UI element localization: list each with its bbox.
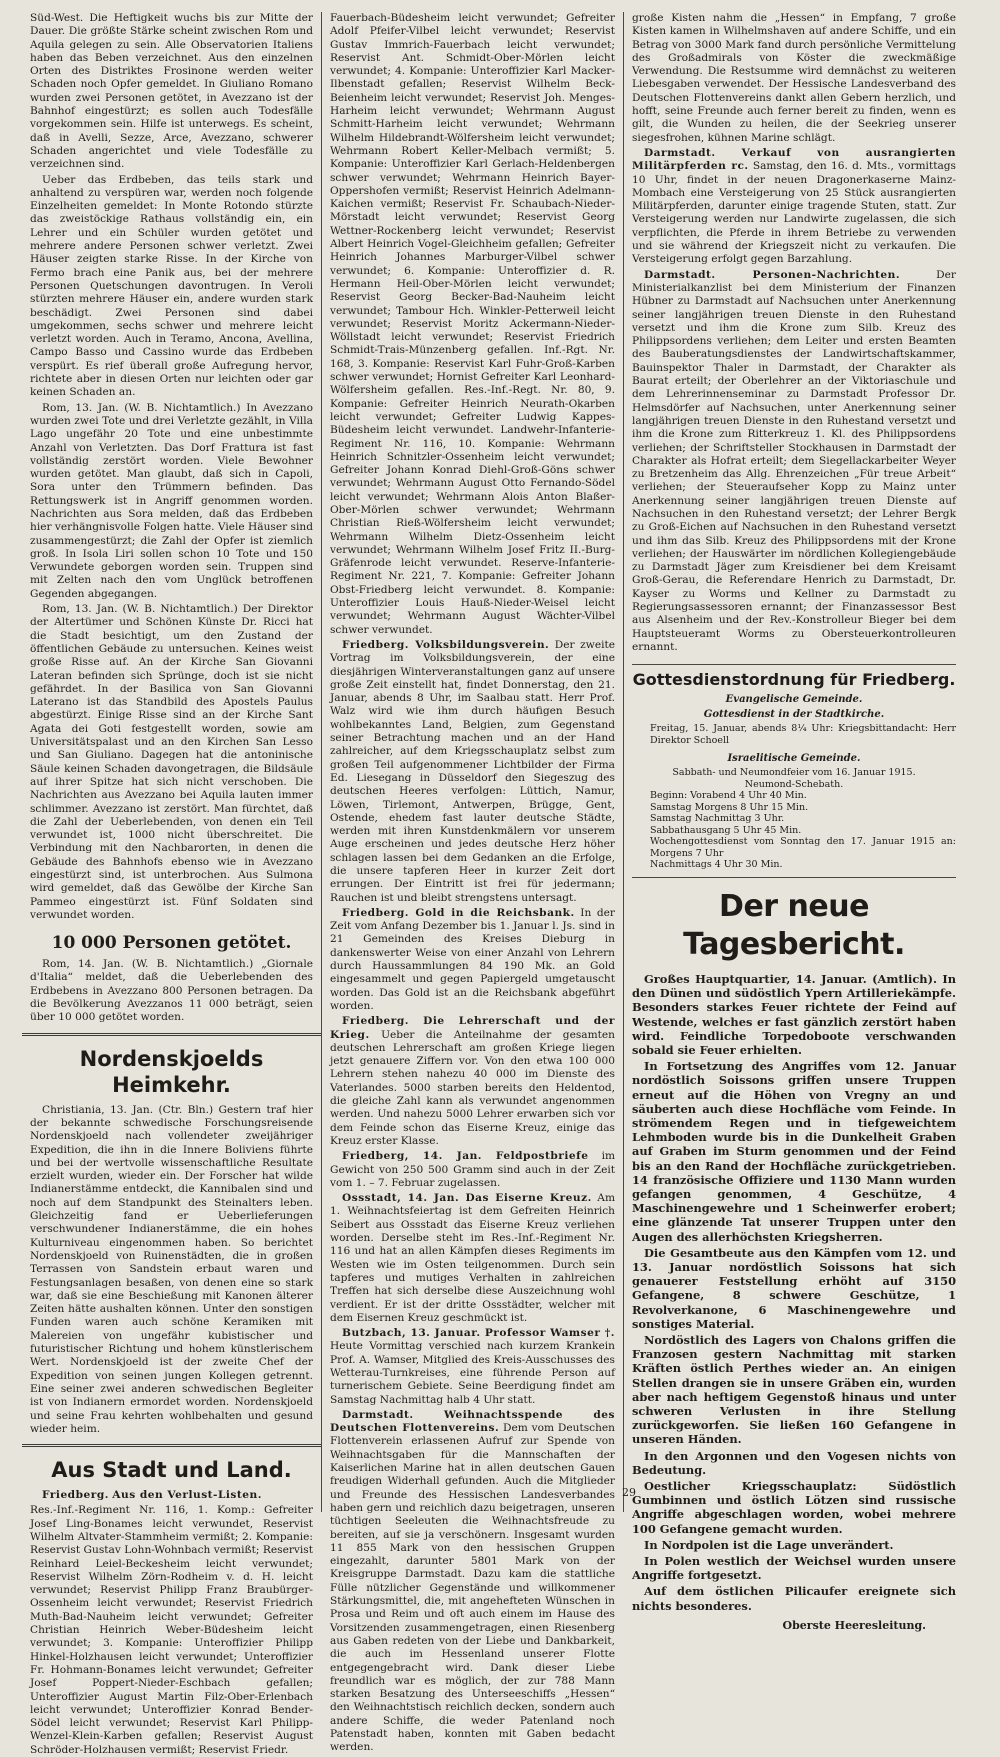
flottenverein-article: Dem vom Deutschen Flottenverein erlassenen Aufruf zur Spende von Weihnachtsgaben für die Mannschaften der Kaiserlichen Marine hat in allen deutschen Gauen freudigen Widerhall gefunden. Auch die Mitglieder und Freunde des Hessischen Landesverbandes haben gern und reichlich dazu beigetragen, unseren tüchtigen Seeleuten die Weihnachtsfreude zu bereiten, auf sie ja verschönern. Insgesamt wurden 11 855 Mark von den hessischen Gruppen eingezahlt, darunter 5801 Mark von der Kreisgruppe Darmstadt. Dazu kam die stattliche Fülle nützlicher Gegenstände und willkommener Stärkungsmittel, die, mit angehefteten Wünschen in Prosa und Reim und oft auch einem im Hause des Vorsitzenden zusammengetragen, einen Riesenberg aus Gaben redeten von der Liebe und Dankbarkeit, die auch im Hessenland unserer Flotte entgegengebracht wird. Dank dieser Liebe freundlich war es möglich, der zur 788 Mann starken Besatzung des Unterseeschiffs „Hessen“ den Weihnachtstisch reichlich decken, sondern auch andere Schiffe, die weder Patenland noch Patenstadt haben, konnten mit Gaben bedacht werden. [330, 1422, 615, 1754]
militaerpferde-article: Samstag, den 16. d. Mts., vormittags 10 Uhr, findet in der neuen Dragonerkaserne Mainz-Mombach eine Versteigerung von 25 Stück ausrangierten Militärpferden, darunter einige tragende Stuten, statt. Zur Versteigerung werden nur Landwirte zugelassen, die sich verpflichten, die Pferde in ihrem Betriebe zu verwenden und sie während der Kriegszeit nicht zu verkaufen. Die Versteigerung erfolgt gegen Barzahlung. [632, 160, 956, 266]
dateline-gold-reichsbank: Friedberg. Gold in die Reichsbank. [342, 906, 575, 919]
report-paragraph-6: Oestlicher Kriegsschauplatz: Südöstlich Gumbinnen und östlich Lötzen sind russische Angriffe abgeschlagen worden, wobei mehrere 100 Gefangene gemacht wurden. [632, 1479, 956, 1536]
casualty-list-part2: Fauerbach-Büdesheim leicht verwundet; Gefreiter Adolf Pfeifer-Vilbel leicht verwundet; Reservist Gustav Immrich-Fauerbach leicht verwundet; Reservist Ant. Schmidt-Ober-Mörlen leicht verwundet; 4. Kompanie: Unteroffizier Karl Macker-Ilbenstadt gefallen; Reservist Wilhelm Beck-Beienheim leicht verwundet; Reservist Joh. Menges-Harheim leicht verwundet; Wehrmann August Schmitt-Harheim leicht verwundet; Wehrmann Wilhelm Hildebrandt-Wölfersheim leicht verwundet; Wehrmann Robert Keller-Melbach vermißt; 5. Kompanie: Unteroffizier Karl Gerlach-Heldenbergen schwer verwundet; Wehrmann Heinrich Bayer-Oppershofen vermißt; Reservist Heinrich Adelmann-Kaichen vermißt; Reservist Fr. Schaubach-Nieder-Mörstadt leicht verwundet; Reservist Georg Wettner-Rockenberg leicht verwundet; Reservist Albert Heinrich Vogel-Gleichheim gefallen; Gefreiter Heinrich Johannes Marburger-Vilbel schwer verwundet; 6. Kompanie: Unteroffizier d. R. Hermann Heil-Ober-Mörlen leicht verwundet; Reservist Georg Becker-Bad-Nauheim leicht verwundet; Tambour Hch. Winkler-Petterweil leicht verwundet; Reservist Moritz Ackermann-Nieder-Wöllstadt leicht verwundet; Reservist Friedrich Schmidt-Trais-Münzenberg gefallen. Inf.-Rgt. Nr. 168, 3. Kompanie: Reservist Karl Fuhr-Groß-Karben schwer verwundet; Hornist Gefreiter Karl Leonhard-Wölfersheim gefallen. Res.-Inf.-Regt. Nr. 80, 9. Kompanie: Gefreiter Heinrich Neurath-Okarben leicht verwundet; Gefreiter Ludwig Kappes-Büdesheim leicht verwundet. Landwehr-Infanterie-Regiment Nr. 116, 10. Kompanie: Wehrmann Heinrich Schnitzler-Ossenheim leicht verwundet; Gefreiter Johann Konrad Diehl-Groß-Göns schwer verwundet; Wehrmann August Otto Fernando-Södel leicht verwundet; Wehrmann Alois Anton Blaßer-Ober-Mörlen schwer verwundet; Wehrmann Christian Rieß-Wölfersheim leicht verwundet; Wehrmann Wilhelm Dietz-Ossenheim leicht verwundet; Wehrmann Wilhelm Josef Fritz II.-Burg-Gräfenrode leicht verwundet. Reserve-Infanterie-Regiment Nr. 221, 7. Kompanie: Gefreiter Johann Obst-Friedberg leicht verwundet. 8. Kompanie: Unteroffizier Louis Hauß-Nieder-Weisel leicht verwundet; Wehrmann August Wächter-Vilbel schwer verwundet. [330, 12, 615, 636]
dateline-lehrerschaft: Friedberg. Die Lehrerschaft und der Krieg. [330, 1015, 615, 1041]
neumond-title: Neumond-Schebath. [744, 778, 844, 790]
daily-report-section [632, 888, 956, 1632]
rome-report-2: Rom, 13. Jan. (W. B. Nichtamtlich.) Der Direktor der Altertümer und Schönen Künste Dr. Ricci hat die Stadt besichtigt, um den Zustand der öffentlichen Gebäude zu untersuchen. Keines weist große Risse auf. An der Kirche San Giovanni Lateran befinden sich Sprünge, doch ist sie nicht gefährdet. In der Basilica von San Giovanni Laterano ist das Standbild des Apostels Paulus abgestürzt. Einige Risse sind an der Kirche Sant Agata dei Goti festgestellt worden, sowie am Universitätspalast und an den Kirchen San Lesso und San Giuliano. Dagegen hat die antoninische Säule keinen Schaden davongetragen, die Bildsäule auf ihrer Spitze hat sich nicht verschoben. Die Nachrichten aus Avezzano bei Aquila lauten immer schlimmer. Avezzano ist zerstört. Man fürchtet, daß die Zahl der Ueberlebenden, von denen ein Teil verwundet ist, 1000 nicht überschreitet. Die Verbindung mit den Nachbarorten, in denen die Gebäude des Bahnhofs ebenso wie in Avezzano eingestürzt sind, ist unterbrochen. Aus Sulmona wird gemeldet, daß das Gewölbe der Kirche San Pammeo eingestürzt ist. Fünf Soldaten sind verwundet worden. [30, 603, 313, 921]
headline-10000-dead: 10 000 Personen getötet. [51, 933, 292, 954]
casualty-list-part1: Res.-Inf.-Regiment Nr. 116, 1. Komp.: Gefreiter Josef Ling-Bonames leicht verwundet, Reservist Wilhelm Altvater-Stammheim vermißt; 2. Kompanie: Reservist Gustav Lohn-Wohnbach vermißt; Reservist Reinhard Leiel-Beckesheim leicht verwundet; Reservist Wilhelm Zörn-Rodheim v. d. H. leicht verwundet; Reservist Philipp Franz Braubürger-Ossenheim leicht verwundet; Reservist Friedrich Muth-Bad-Nauheim leicht verwundet; Gefreiter Christian Heinrich Weber-Büdesheim leicht verwundet; 3. Kompanie: Unteroffizier Philipp Hinkel-Holzhausen leicht verwundet; Unteroffizier Fr. Hohmann-Bonames leicht verwundet; Gefreiter Josef Poppert-Nieder-Eschbach gefallen; Unteroffizier August Martin Filz-Ober-Erlenbach leicht verwundet; Unteroffizier Konrad Bender-Södel leicht verwundet; Reservist Karl Philipp-Wenzel-Klein-Karben gefallen; Reservist August Schröder-Holzhausen vermißt; Reservist Friedr. [30, 1504, 313, 1756]
dateline-friedberg: Friedberg. [42, 1489, 109, 1502]
report-paragraph-4: Nordöstlich des Lagers von Chalons griffen die Franzosen gestern Nachmittag mit starken Kräften östlich Perthes wieder an. An einigen Stellen drangen sie in unsere Gräben ein, wurden aber nach heftigem Gegenstoß hinaus und unter schweren Verlusten in ihre Stellung zurückgeworfen. Sie ließen 160 Gefangene in unseren Händen. [632, 1333, 956, 1447]
dateline-feldpostbriefe: Friedberg, 14. Jan. Feldpostbriefe [342, 1150, 589, 1163]
evangelical-community: Evangelische Gemeinde. [725, 693, 863, 705]
gold-reichsbank-article: In der Zeit vom Anfang Dezember bis 1. Januar l. Js. sind in 21 Gemeinden des Kreises Dieburg in dankenswerter Weise von einer Anzahl von Lehrern durch Haussammlungen 84 190 Mk. an Gold eingesammelt und gegen Papiergeld umgetauscht worden. Das Gold ist an die Reichsbank abgeführt worden. [330, 906, 615, 1012]
flottenverein-continued: große Kisten nahm die „Hessen“ in Empfang, 7 große Kisten kamen in Wilhelmshaven auf andere Schiffe, und ein Betrag von 3000 Mark fand durch persönliche Vermittelung des Großadmirals von Köster die zweckmäßige Verwendung. Die Restsumme wird demnächst zu weiteren Liebesgaben verwendet. Der Hessische Landesverband des Deutschen Flottenvereins dankt allen Gebern herzlich, und hofft, seine Freunde auch ferner bereit zu finden, wenn es gilt, die Wunden zu heilen, die der Seekrieg unserer siegesfrohen, kühnen Marine schlägt. [632, 12, 956, 144]
eisernes-kreuz-article: Am 1. Weihnachtsfeiertag ist dem Gefreiten Heinrich Seibert aus Ossstadt das Eiserne Kreuz verliehen worden. Derselbe steht im Res.-Inf.-Regiment Nr. 116 und hat an allen Kämpfen dieses Regiments im Westen wie im Osten teilgenommen. Durch sein tapferes und mutiges Verhalten in zahlreichen Treffen hat sich derselbe diese Auszeichnung wohl verdient. Er ist der dritte Ossstädter, welcher mit dem Eisernen Kreuz geschmückt ist. [330, 1192, 615, 1324]
dateline-butzbach: Butzbach, 13. Januar. Professor Wamser †. [342, 1327, 615, 1340]
dateline-volksbildungsverein: Friedberg. Volksbildungsverein. [342, 638, 550, 651]
report-paragraph-2: In Fortsetzung des Angriffes vom 12. Januar nordöstlich Soissons griffen unsere Truppen erneut auf die Höhen von Vregny an und säuberten auch diese Hochfläche vom Feinde. In strömendem Regen und in tiefgeweichtem Lehmboden wurde bis in die Dunkelheit Graben auf Graben im Sturm genommen und der Feind bis an den Rand der Hochfläche zurückgetrieben. 14 französische Offiziere und 1130 Mann wurden gefangen genommen, 4 Geschütze, 4 Maschinengewehre und 1 Scheinwerfer erobert; eine glänzende Tat unserer Truppen unter den Augen des allerhöchsten Kriegsherren. [632, 1059, 956, 1244]
nordenskjoeld-article: Christiania, 13. Jan. (Ctr. Bln.) Gestern traf hier der bekannte schwedische Forschungsreisende Nordenskjoeld nach vollendeter zweijähriger Expedition, die ihn in die Innere Boliviens führte und bei der wertvolle wissenschaftliche Resultate erzielt wurden, wieder ein. Der Forscher hat wilde Indianerstämme entdeckt, die Kannibalen sind und noch auf dem Standpunkt des Steinalters leben. Gleichzeitig fand er Ueberlieferungen verschwundener Indianerstämme, die ein hohes Kulturniveau eingenommen haben. So berichtet Nordenskjoeld von Ruinenstädten, die in großen Terrassen von Sandstein erbaut waren und Festungsanlagen besaßen, von denen eine so stark war, daß sie eine Beschießung mit Kanonen älterer Zeiten hätte aushalten können. Unter den sonstigen Funden waren auch schöne Keramiken mit Malereien von ungefähr kubistischer und futuristischer Richtung und hohem künstlerischem Wert. Nordenskjoeld ist der zweite Chef der Expedition von seinen jungen Kollegen getrennt. Eine seiner zwei anderen schwedischen Begleiter ist von Indianern ermordet worden. Nordenskjoeld und seine Frau kehrten wohlbehalten und gesund wieder heim. [30, 1103, 313, 1435]
church-service-box [632, 664, 956, 878]
friday-service: Freitag, 15. Januar, abends 8¼ Uhr: Kriegsbittandacht: Herr Direktor Schoell [650, 723, 956, 746]
butzbach-article: Heute Vormittag verschied nach kurzem Krankein Prof. A. Wamser, Mitglied des Kreis-Ausschusses des Wetterau-Turnkreises, eine führende Person auf turnerischem Gebiete. Seine Beerdigung findet am Samstag Nachmittag halb 4 Uhr statt. [330, 1340, 615, 1406]
rome-report-1: Rom, 13. Jan. (W. B. Nichtamtlich.) In Avezzano wurden zwei Tote und drei Verletzte gezählt, in Villa Lago ungefähr 20 Tote und eine unbestimmte Anzahl von Verletzten. Das Dorf Frattura ist fast vollständig zerstört worden. Viele Bewohner wurden getötet. Man glaubt, daß sich in Capoli, Sora unter den Trümmern befinden. Das Rettungswerk ist in Angriff genommen worden. Nachrichten aus Sora melden, daß das Erdbeben hier verhängnisvolle Folgen hatte. Viele Häuser sind zusammengestürzt; die Zahl der Opfer ist ziemlich groß. In Isola Liri sollen schon 10 Tote und 150 Verwundete geborgen worden sein. Truppen sind mit Zelten nach den vom Unglück betroffenen Gegenden abgegangen. [30, 401, 313, 600]
report-paragraph-7: In Nordpolen ist die Lage unverändert. [644, 1537, 894, 1552]
dateline-eisernes-kreuz: Ossstadt, 14. Jan. Das Eiserne Kreuz. [342, 1192, 592, 1205]
sabbath-end: Sabbathausgang 5 Uhr 45 Min. [650, 824, 802, 836]
report-paragraph-8: In Polen westlich der Weichsel wurden unsere Angriffe fortgesetzt. [632, 1554, 956, 1583]
earthquake-report-continued: Süd-West. Die Heftigkeit wuchs bis zur Mitte der Dauer. Die größte Stärke scheint zwischen Rom und Aquila gelegen zu sein. Alle Observatorien Italiens haben das Beben verzeichnet. Aus den einzelnen Orten des Distriktes Frosinone werden weiter Schaden noch Opfer gemeldet. In Giuliano Romano wurden zwei Personen getötet, in Avezzano ist der Bahnhof eingestürzt; es sollen auch Todesfälle vorgekommen sein. Hilfe ist unterwegs. Es scheint, daß in Avelli, Sezze, Arce, Avezzano, schwerer Schaden angerichtet und viele Todesfälle zu verzeichnen sind. [30, 12, 313, 171]
headline-nordenskjoeld: Nordenskjoelds Heimkehr. [79, 1046, 264, 1097]
dateline-flottenverein: Darmstadt. Weihnachtsspende des Deutschen Flottenvereins. [330, 1408, 615, 1435]
column-2 [322, 12, 624, 1754]
church-service-title: Gottesdienstordnung für Friedberg. [632, 670, 956, 690]
sabbath-morning: Samstag Morgens 8 Uhr 15 Min. [650, 801, 809, 813]
weekday-service: Wochengottesdienst vom Sonntag den 17. Januar 1915 an: Morgens 7 Uhr [650, 836, 956, 859]
report-paragraph-5: In den Argonnen und den Vogesen nichts von Bedeutung. [632, 1448, 956, 1477]
sabbath-begin: Beginn: Vorabend 4 Uhr 40 Min. [650, 790, 807, 802]
weekday-afternoon: Nachmittags 4 Uhr 30 Min. [650, 859, 783, 871]
dateline-militaerpferde: Darmstadt. Verkauf von ausrangierten Militärpferden rc. [632, 146, 956, 173]
feldpostbriefe-article: im Gewicht von 250 500 Gramm sind auch in der Zeit vom 1. – 7. Februar zugelassen. [330, 1150, 615, 1189]
column-1 [22, 12, 322, 1756]
personen-nachrichten-article: Der Ministerialkanzlist bei dem Ministerium der Finanzen Hübner zu Darmstadt auf Nachsuchen unter Anerkennung seiner langjährigen treuen Dienste in den Ruhestand versetzt und ihm die Krone zum Silb. Kreuz des Philippsordens verliehen; dem Leiter und ersten Beamten des Bauberatungsdienstes der Landwirtschaftskammer, Bauinspektor Thaler in Darmstadt, der Charakter als Baurat erteilt; der Oberlehrer an der Viktoriaschule und dem Lehrerinnenseminar zu Darmstadt Professor Dr. Helmsdörfer auf Nachsuchen, unter Anerkennung seiner langjährigen treuen Dienste in den Ruhestand versetzt und ihm die Krone zum Ritterkreuz 1. Kl. des Philippsordens verliehen; der Schriftsteller Stockhausen in Darmstadt der Charakter als Hofrat erteilt; dem Siegellackarbeiter Weyer zu Bretzenheim das Allg. Ehrenzeichen „Für treue Arbeit“ verliehen; der Steueraufseher Kopp zu Mainz unter Anerkennung seiner langjährigen treuen Dienste auf Nachsuchen in den Ruhestand versetzt; der Lehrer Bergk zu Groß-Eichen auf Nachsuchen in den Ruhestand versetzt und ihm das Silb. Kreuz des Philippsordens mit der Krone verliehen; der Hauswärter im nördlichen Kollegiengebäude zu Darmstadt Jäger zum Kreisdiener bei dem Kreisamt Groß-Gerau, die Referendare Henrich zu Darmstadt, Dr. Kayser zu Worms und Kellner zu Darmstadt zu Regierungsassessoren ernannt; der Finanzassessor Best aus Alsenheim und der Rev.-Konstrolleur Bieger bei dem Hauptsteueramt Worms zu Obersteuerkontrolleuren ernannt. [632, 268, 956, 653]
israelite-community: Israelitische Gemeinde. [727, 753, 861, 765]
earthquake-details: Ueber das Erdbeben, das teils stark und anhaltend zu verspüren war, werden noch folgende Einzelheiten gemeldet: In Monte Rotondo stürzte das zweistöckige Rathaus vollständig ein, ein Lehrer und ein Schüler wurden getötet und mehrere andere Personen schwer verletzt. Zwei Häuser zeigten starke Risse. In der Kirche von Fermo brach eine Panik aus, bei der mehrere Personen Quetschungen davontrugen. In Veroli stürzten mehrere Häuser ein, andere wurden stark beschädigt. Zwei Personen sind dabei umgekommen, sechs schwer und mehrere leicht verletzt worden. Auch in Teramo, Ancona, Avellina, Campo Basso und Cassino wurde das Erdbeben verspürt. Es rief überall große Aufregung hervor, richtete aber in diesen Orten nur leichten oder gar keinen Schaden an. [30, 173, 313, 399]
section-divider [22, 1444, 321, 1447]
column-3 [624, 12, 964, 1632]
headline-stadt-und-land: Aus Stadt und Land. [51, 1458, 292, 1483]
page-number: 29 [622, 1486, 636, 1499]
report-signature: Oberste Heeresleitung. [782, 1618, 926, 1632]
report-paragraph-3: Die Gesamtbeute aus den Kämpfen vom 12. und 13. Januar nordöstlich Soissons hat sich genauerer Feststellung erhöht auf 3150 Gefangene, 8 schwere Geschütze, 1 Revolverkanone, 6 Maschinengewehre und sonstiges Material. [632, 1245, 956, 1331]
lehrerschaft-article: Ueber die Anteilnahme der gesamten deutschen Lehrerschaft am großen Kriege liegen jetzt genauere Ziffern vor. Von den etwa 100 000 Lehrern stehen nahezu 40 000 im Dienste des Vaterlandes. 5000 starben bereits den Heldentod, die gleiche Zahl kann als verwundet angenommen werden. Und nahezu 5000 Lehrer erwarben sich vor dem Feinde schon das Eiserne Kreuz, einige das Kreuz erster Klasse. [330, 1028, 615, 1147]
stadtkirche-service: Gottesdienst in der Stadtkirche. [703, 708, 885, 720]
subheading-verlustlisten: Aus den Verlust-Listen. [112, 1489, 262, 1502]
report-paragraph-1: Großes Hauptquartier, 14. Januar. (Amtlich). In den Dünen und südöstlich Ypern Artilleriekämpfe. Besonders starkes Feuer richtete der Feind auf Westende, welches er fast gänzlich zerstört haben wird. Feindliche Torpedoboote verschwanden sobald sie Feuer erhielten. [632, 971, 956, 1057]
volksbildungsverein-article: Der zweite Vortrag im Volksbildungsverein, der eine diesjährigen Winterveranstaltungen ganz auf unsere große Zeit einstellt hat, findet Donnerstag, den 21. Januar, abends 8 Uhr, im Saalbau statt. Herr Prof. Walz wird wie ihm durch häufigen Besuch wohlbekanntes Land, Belgien, zum Gegenstand seiner Betrachtung machen und an der Hand zahlreicher, auf dem Kriegsschauplatz selbst zum großen Teil aufgenommener Lichtbilder der Firma Ed. Liesegang in Düsseldorf den Siegeszug des deutschen Heeres verfolgen: Lüttich, Namur, Löwen, Tirlemont, Antwerpen, Brügge, Gent, Ostende, ehedem fast lauter deutsche Städte, werden mit ihren Kunstdenkmälern vor unserem Auge erscheinen und jedes deutsche Herz höher schlagen lassen bei dem Gedanken an die Erfolge, die unsere tapferen Heer in kurzer Zeit dort errungen. Der Eintritt ist frei für jedermann; Rauchen ist und bleibt strengstens untersagt. [330, 638, 616, 904]
section-divider [22, 1033, 321, 1036]
sabbath-title: Sabbath- und Neumondfeier vom 16. Januar 1915. [672, 767, 916, 779]
sabbath-afternoon: Samstag Nachmittag 3 Uhr. [650, 813, 785, 825]
rome-report-3: Rom, 14. Jan. (W. B. Nichtamtlich.) „Giornale d'Italia“ meldet, daß die Ueberlebenden des Erdbebens in Avezzano 800 Personen betragen. Da die Bevölkerung Avezzanos 11 000 beträgt, seien über 10 000 getötet worden. [30, 958, 313, 1024]
dateline-personen-nachrichten: Darmstadt. Personen-Nachrichten. [644, 268, 901, 281]
daily-report-title: Der neue Tagesbericht. [683, 888, 905, 962]
report-paragraph-9: Auf dem östlichen Pilicaufer ereignete sich nichts besonderes. [632, 1584, 956, 1613]
